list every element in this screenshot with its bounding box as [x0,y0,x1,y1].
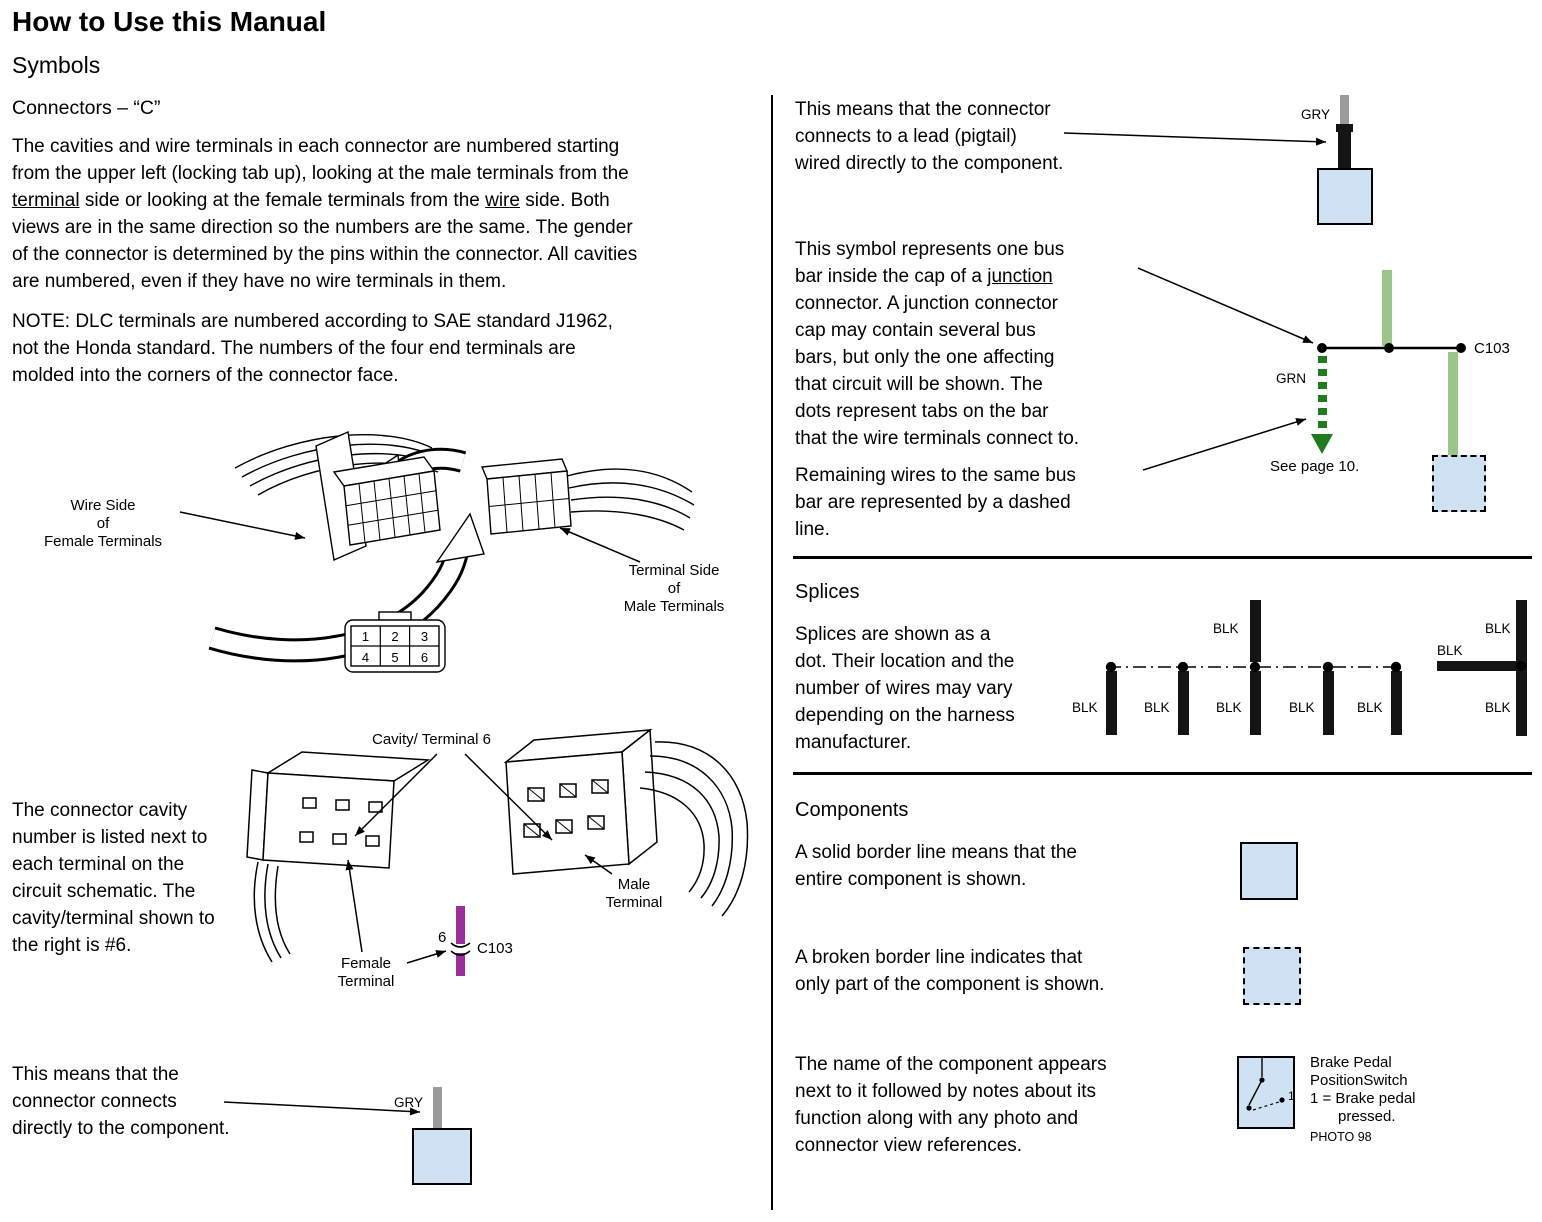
switch-notes [1310,1054,1416,1126]
component-name-text [795,1051,1107,1159]
text-line: number of wires may vary [795,678,1013,699]
connector-id-label: C103 [477,940,513,957]
cavity-number-label: 6 [438,929,447,946]
connector-views-illustration [180,432,694,672]
grid-cell-number: 6 [420,650,429,665]
bus-bar-connector-id: C103 [1474,340,1510,357]
text-line: Terminal [337,973,395,990]
text-line: dots represent tabs on the bar [795,401,1049,422]
blk-label: BLK [1289,700,1315,715]
terminal-side-label [600,562,748,616]
male-terminal-label [594,876,674,912]
text-line: next to it followed by notes about its [795,1081,1097,1102]
blk-label: BLK [1072,700,1098,715]
right-column-graphics [1064,133,1526,672]
remaining-wires-text [795,462,1076,543]
text-line: This means that the [12,1064,179,1085]
text-line: only part of the component is shown. [795,974,1105,995]
text-line: connector view references. [795,1135,1023,1156]
blk-label: BLK [1213,621,1239,636]
text-line: Wire Side [70,497,136,514]
gry-wire-label: GRY [394,1095,424,1110]
text-line: manufacturer. [795,732,912,753]
solid-border-text [795,839,1077,893]
blk-label: BLK [1216,700,1242,715]
text-line: not the Honda standard. The numbers of the four end terminals are [12,338,576,359]
text-line: molded into the corners of the connector face. [12,365,399,386]
blk-label: BLK [1485,621,1511,636]
text-line: Terminal Side [628,562,720,579]
components-heading: Components [795,799,909,821]
text-line: bars, but only the one affecting [795,347,1055,368]
text-line: connector connects [12,1091,177,1112]
text-line: connects to a lead (pigtail) [795,126,1017,147]
grid-cell-number: 2 [391,629,399,644]
see-page-label: See page 10. [1270,458,1360,475]
text-segment: side or looking at the female terminals from the [79,190,486,211]
photo-ref-label: PHOTO 98 [1310,1130,1372,1144]
text-line: are numbered, even if they have no wire terminals in them. [12,271,507,292]
wire-side-label [28,497,178,551]
text-line: The cavities and wire terminals in each connector are numbered starting [12,136,620,157]
text-line [795,263,1079,290]
text-line: that circuit will be shown. The [795,374,1043,395]
text-line: cap may contain several bus [795,320,1036,341]
text-line: of [667,580,681,597]
pigtail-text [795,96,1063,177]
component-name-line: PositionSwitch [1310,1072,1408,1089]
component-name-line: Brake Pedal [1310,1054,1392,1071]
text-line: of the connector is determined by the pins within the connector. All cavities [12,244,638,265]
text-line: Female [340,955,392,972]
text-line: directly to the component. [12,1118,230,1139]
text-line: connector. A junction connector [795,293,1059,314]
connectors-heading: Connectors – “C” [12,97,161,119]
page-subtitle: Symbols [12,52,101,78]
cavity-terminal-label: Cavity/ Terminal 6 [372,731,491,748]
text-line: cavity/terminal shown to [12,908,215,929]
component-note-line: 1 = Brake pedal [1310,1090,1416,1107]
splices-heading: Splices [795,581,860,603]
text-line: A solid border line means that the [795,842,1078,863]
switch-symbol [1246,1058,1284,1111]
text-line: This symbol represents one bus [795,239,1065,260]
text-segment: side. Both [519,190,610,211]
text-line: Male Terminals [623,598,725,615]
text-line: A broken border line indicates that [795,947,1083,968]
cavity-description [12,797,215,959]
direct-connect-leader [224,1102,420,1112]
underlined-term: junction [987,266,1053,287]
switch-pin-label: 1 [1288,1089,1295,1103]
direct-connect-text [12,1061,230,1142]
text-line: Female Terminals [43,533,163,550]
text-line: NOTE: DLC terminals are numbered according to SAE standard J1962, [12,311,613,332]
text-segment: bar inside the cap of a [795,266,988,287]
text-line: The connector cavity [12,800,188,821]
text-line: depending on the harness [795,705,1015,726]
underlined-term: wire [485,190,520,211]
text-line: of [96,515,110,532]
text-line [12,187,637,214]
text-line: wired directly to the component. [795,153,1064,174]
blk-label: BLK [1144,700,1170,715]
text-line: Terminal [605,894,663,911]
text-line: circuit schematic. The [12,881,196,902]
grid-cell-number: 5 [391,650,399,665]
text-line: Male [617,876,651,893]
connectors-description [12,133,637,295]
splices-text [795,621,1015,756]
bus-bar-text [795,236,1079,452]
text-line: each terminal on the [12,854,185,875]
blk-label: BLK [1485,700,1511,715]
text-line: that the wire terminals connect to. [795,428,1080,449]
grn-wire-label: GRN [1276,371,1306,386]
underlined-term: terminal [12,190,80,211]
text-line: Remaining wires to the same bus [795,465,1076,486]
text-line: function along with any photo and [795,1108,1079,1129]
broken-border-text [795,944,1104,998]
grid-cell-number: 4 [361,650,370,665]
text-line: line. [795,519,830,540]
pigtail-gry-label: GRY [1301,107,1331,122]
grid-cell-number: 1 [361,629,370,644]
female-terminal-label [320,955,412,991]
text-line: Splices are shown as a [795,624,991,645]
text-line: the right is #6. [12,935,132,956]
grid-cell-number: 3 [420,629,429,644]
page-title: How to Use this Manual [12,6,327,37]
text-line: The name of the component appears [795,1054,1107,1075]
component-note-line: pressed. [1338,1108,1396,1125]
text-line: entire component is shown. [795,869,1027,890]
text-line: dot. Their location and the [795,651,1015,672]
dlc-note [12,308,613,389]
text-line: views are in the same direction so the numbers are the same. The gender [12,217,633,238]
text-line: This means that the connector [795,99,1051,120]
text-line: from the upper left (locking tab up), looking at the male terminals from the [12,163,629,184]
blk-label: BLK [1357,700,1383,715]
blk-label: BLK [1437,643,1463,658]
cavity-terminal-illustration [247,730,748,963]
text-line: bar are represented by a dashed [795,492,1071,513]
text-line: number is listed next to [12,827,208,848]
